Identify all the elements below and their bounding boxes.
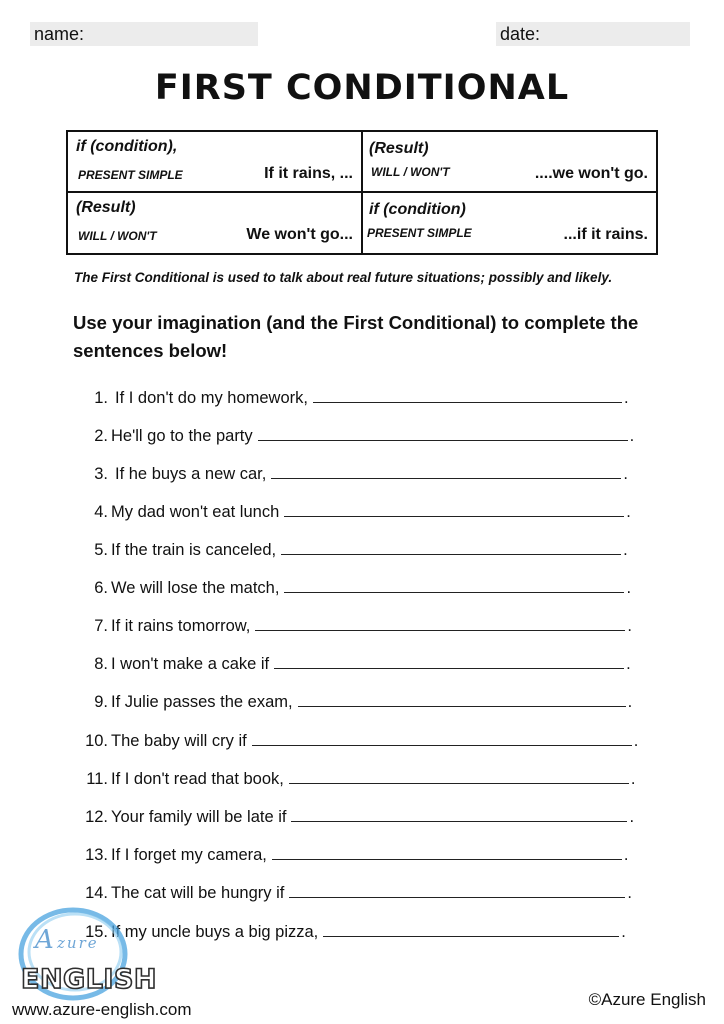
exercise-prompt: If my uncle buys a big pizza, bbox=[111, 923, 319, 941]
exercise-number: 14. bbox=[85, 884, 108, 902]
sentence-period: . bbox=[633, 732, 639, 750]
answer-line[interactable] bbox=[258, 424, 628, 441]
answer-line[interactable] bbox=[272, 843, 622, 860]
sentence-period: . bbox=[623, 541, 628, 559]
cell-example: ...if it rains. bbox=[563, 226, 648, 243]
website-url: www.azure-english.com bbox=[12, 1000, 192, 1019]
exercise-number: 15. bbox=[85, 923, 108, 941]
answer-line[interactable] bbox=[284, 576, 624, 593]
exercise-item bbox=[76, 500, 631, 522]
exercise-number: 8. bbox=[94, 655, 108, 673]
exercise-prompt: If it rains tomorrow, bbox=[111, 617, 251, 635]
exercise-number: 3. bbox=[94, 465, 108, 483]
answer-line[interactable] bbox=[281, 538, 621, 555]
svg-text:ENGLISH: ENGLISH bbox=[21, 964, 157, 995]
cell-tense: WILL / WON'T bbox=[78, 229, 157, 243]
answer-line[interactable] bbox=[284, 500, 624, 517]
grammar-cell-condition-second bbox=[362, 192, 657, 254]
sentence-period: . bbox=[627, 884, 632, 902]
exercise-item bbox=[76, 729, 638, 751]
copyright-notice: ©Azure English bbox=[588, 990, 706, 1009]
exercise-prompt: If he buys a new car, bbox=[115, 465, 267, 483]
azure-english-logo bbox=[15, 904, 157, 1004]
grammar-cell-result-first bbox=[67, 192, 362, 254]
exercise-prompt: If Julie passes the exam, bbox=[111, 693, 293, 711]
cell-example: ....we won't go. bbox=[534, 165, 648, 182]
cell-tense: PRESENT SIMPLE bbox=[78, 168, 183, 182]
instructions-text: Use your imagination (and the First Conditional) to complete the sentences below! bbox=[73, 312, 639, 361]
sentence-period: . bbox=[621, 923, 626, 941]
exercise-number: 11. bbox=[86, 770, 108, 788]
exercise-prompt: Your family will be late if bbox=[111, 808, 287, 826]
exercise-item bbox=[76, 805, 634, 827]
cell-example: We won't go... bbox=[246, 226, 353, 243]
answer-line[interactable] bbox=[289, 881, 625, 898]
exercise-prompt: If I forget my camera, bbox=[111, 846, 267, 864]
exercise-item bbox=[76, 652, 631, 674]
sentence-period: . bbox=[626, 579, 632, 597]
answer-line[interactable] bbox=[298, 690, 626, 707]
exercise-item bbox=[76, 386, 629, 408]
sentence-period: . bbox=[629, 808, 635, 826]
cell-heading: if (condition) bbox=[369, 201, 466, 218]
exercise-number: 12. bbox=[85, 808, 108, 826]
cell-example: If it rains, ... bbox=[264, 165, 353, 182]
grammar-cell-result-second bbox=[362, 131, 657, 192]
exercise-prompt: If I don't do my homework, bbox=[115, 389, 308, 407]
answer-line[interactable] bbox=[252, 729, 632, 746]
cell-heading: if (condition), bbox=[76, 138, 178, 155]
exercise-number: 6. bbox=[94, 579, 108, 597]
cell-tense: WILL / WON'T bbox=[371, 165, 450, 179]
date-field[interactable] bbox=[496, 22, 690, 46]
svg-text:zure: zure bbox=[57, 934, 99, 952]
sentence-period: . bbox=[627, 617, 632, 635]
date-label: date: bbox=[500, 24, 541, 44]
svg-text:A: A bbox=[35, 925, 54, 955]
exercise-item bbox=[76, 767, 635, 789]
exercise-item bbox=[76, 576, 631, 598]
exercise-number: 4. bbox=[94, 503, 108, 521]
exercise-prompt: If the train is canceled, bbox=[111, 541, 277, 559]
exercise-item bbox=[76, 614, 632, 636]
grammar-cell-condition-first bbox=[67, 131, 362, 192]
exercise-item bbox=[76, 881, 632, 903]
sentence-period: . bbox=[629, 427, 635, 445]
exercise-item bbox=[76, 538, 628, 560]
exercise-item bbox=[76, 690, 632, 712]
sentence-period: . bbox=[626, 503, 631, 521]
exercise-item bbox=[76, 843, 628, 865]
exercise-prompt: The cat will be hungry if bbox=[111, 884, 285, 902]
answer-line[interactable] bbox=[274, 652, 624, 669]
exercise-prompt: I won't make a cake if bbox=[111, 655, 270, 673]
exercise-prompt: If I don't read that book, bbox=[111, 770, 284, 788]
exercise-number: 10. bbox=[85, 732, 108, 750]
grammar-table bbox=[66, 130, 658, 255]
page-title: FIRST CONDITIONAL bbox=[154, 68, 570, 108]
exercise-number: 2. bbox=[94, 427, 108, 445]
sentence-period: . bbox=[623, 465, 628, 483]
exercise-prompt: He'll go to the party bbox=[111, 427, 253, 445]
exercise-number: 5. bbox=[94, 541, 108, 559]
exercise-item bbox=[76, 920, 626, 942]
sentence-period: . bbox=[623, 389, 629, 407]
answer-line[interactable] bbox=[271, 462, 621, 479]
exercise-number: 9. bbox=[94, 693, 108, 711]
sentence-period: . bbox=[630, 770, 636, 788]
sentence-period: . bbox=[627, 693, 633, 711]
sentence-period: . bbox=[626, 655, 631, 673]
exercise-number: 13. bbox=[85, 846, 108, 864]
exercise-prompt: We will lose the match, bbox=[111, 579, 280, 597]
cell-tense: PRESENT SIMPLE bbox=[367, 226, 472, 240]
exercise-item bbox=[76, 424, 634, 446]
answer-line[interactable] bbox=[255, 614, 625, 631]
cell-heading: (Result) bbox=[369, 140, 429, 157]
answer-line[interactable] bbox=[291, 805, 627, 822]
exercise-item bbox=[76, 462, 628, 484]
cell-heading: (Result) bbox=[76, 199, 136, 216]
exercise-prompt: The baby will cry if bbox=[111, 732, 247, 750]
sentence-period: . bbox=[623, 846, 629, 864]
name-label: name: bbox=[34, 24, 85, 44]
exercise-number: 1. bbox=[94, 389, 108, 407]
exercise-number: 7. bbox=[94, 617, 108, 635]
answer-line[interactable] bbox=[323, 920, 619, 937]
name-field[interactable] bbox=[30, 22, 258, 46]
logo-graphic bbox=[15, 904, 157, 1004]
exercise-prompt: My dad won't eat lunch bbox=[111, 503, 280, 521]
answer-line[interactable] bbox=[289, 767, 629, 784]
definition-text: The First Conditional is used to talk about real future situations; possibly and likely. bbox=[74, 270, 613, 285]
answer-line[interactable] bbox=[313, 386, 622, 403]
